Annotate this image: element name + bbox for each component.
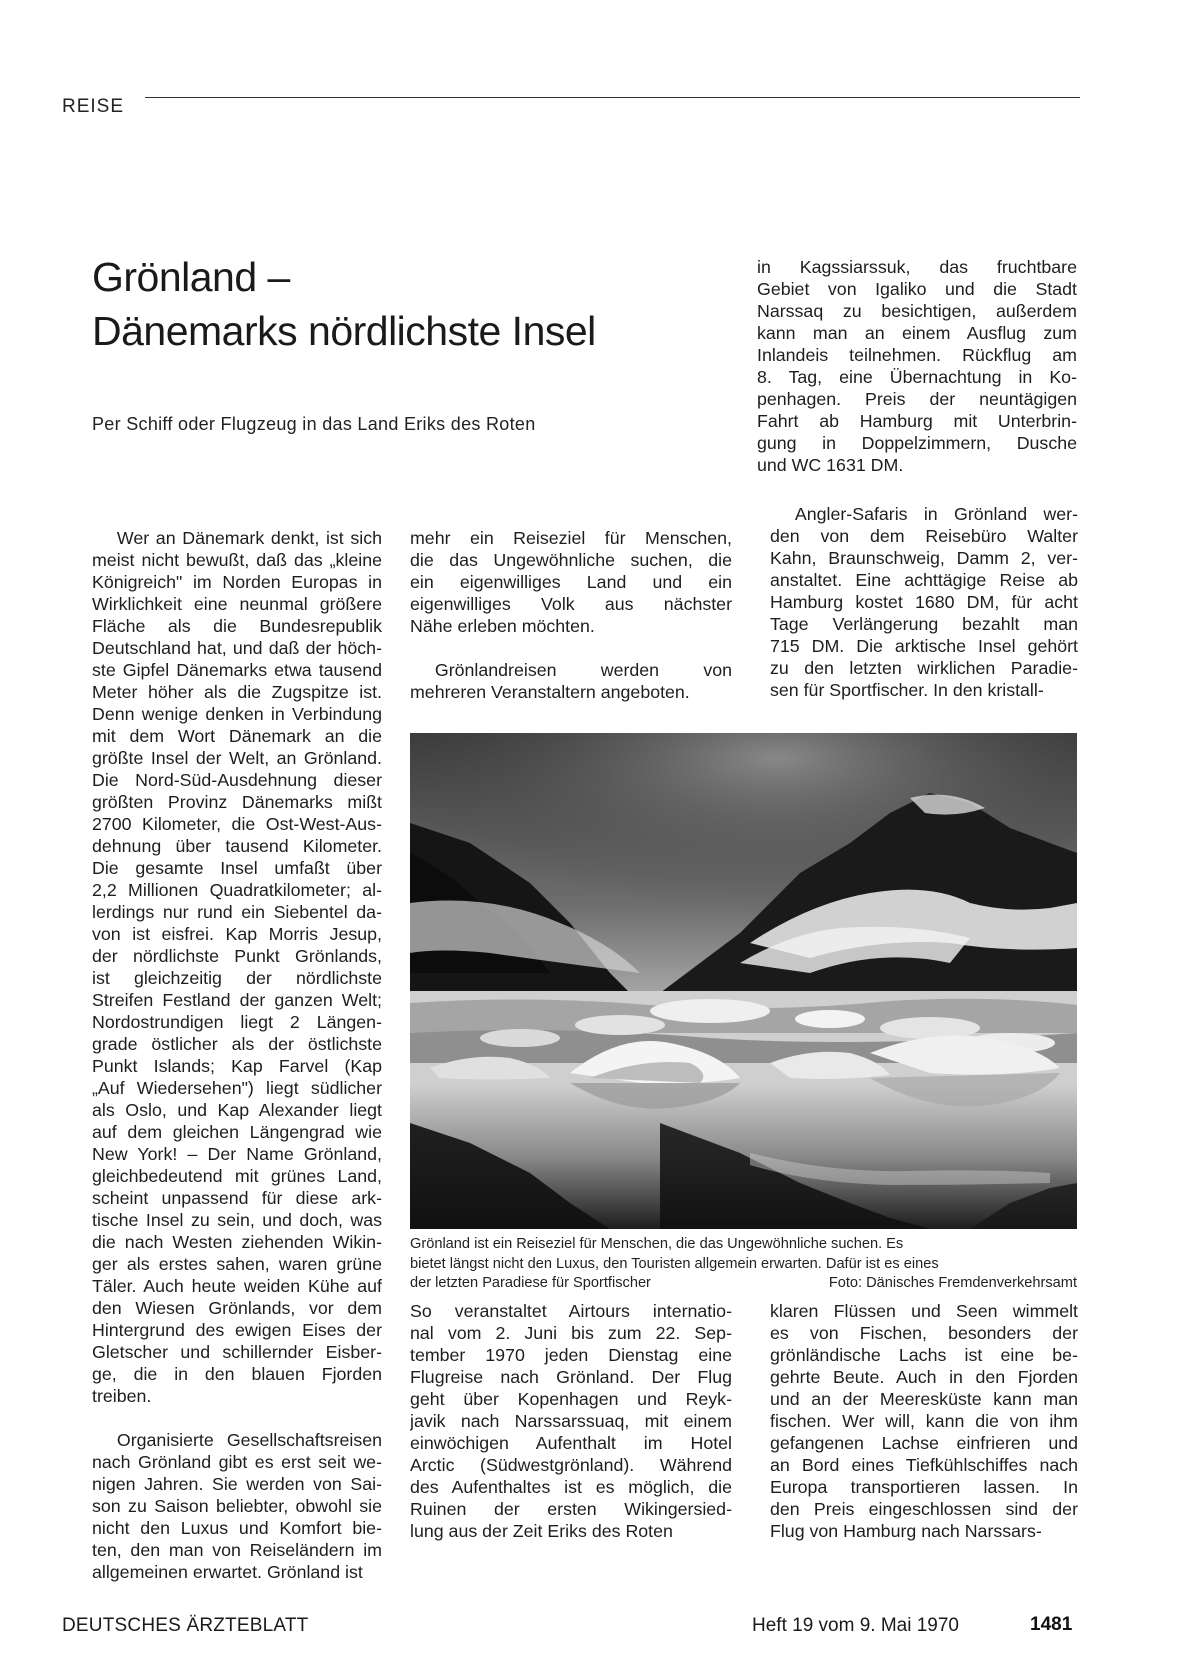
text-line: ger als erstes sahen, waren grüne — [92, 1254, 382, 1274]
text-line: in Kagssiarssuk, das fruchtbare — [757, 257, 1077, 277]
fjord-photo — [410, 733, 1077, 1229]
text-line: den Wiesen Grönlands, vor dem — [92, 1298, 382, 1318]
text-line: allgemeinen erwartet. Grönland ist — [92, 1562, 363, 1582]
caption-line-1: Grönland ist ein Reiseziel für Menschen, die das Ungewöhnliche suchen. Es — [410, 1236, 904, 1252]
text-line: grade östlicher als der östlichste — [92, 1034, 382, 1054]
text-line: des Aufenthaltes ist es möglich, die — [410, 1477, 732, 1497]
text-line: Ruinen der ersten Wikingersied- — [410, 1499, 732, 1519]
text-line: kann man an einem Ausflug zum — [757, 323, 1077, 343]
text-line: Hintergrund des ewigen Eises der — [92, 1320, 382, 1340]
text-line: Fläche als die Bundesrepublik — [92, 616, 382, 636]
text-line: von ist eisfrei. Kap Morris Jesup, — [92, 924, 382, 944]
text-line: New York! – Der Name Grönland, — [92, 1144, 382, 1164]
text-line: 2,2 Millionen Quadratkilometer; al- — [92, 880, 382, 900]
text-line: anstaltet. Eine achttägige Reise ab — [770, 570, 1078, 590]
text-line: meist nicht bewußt, daß das „kleine — [92, 550, 382, 570]
column-right-top — [757, 256, 1077, 476]
text-line: lerdings nur rund ein Siebentel da- — [92, 902, 382, 922]
text-line: Wer an Dänemark denkt, ist sich — [116, 528, 382, 548]
text-line: nicht den Luxus und Komfort bie- — [92, 1518, 382, 1538]
text-line: die nach Westen ziehenden Wikin- — [92, 1232, 382, 1252]
caption-line-2: bietet längst nicht den Luxus, den Touristen allgemein erwarten. Dafür ist es eines — [410, 1255, 939, 1272]
text-line: grönländische Lachs ist eine be- — [770, 1345, 1078, 1365]
text-line: nach Grönland gibt es erst seit we- — [92, 1452, 382, 1472]
text-line: einwöchigen Aufenthalt im Hotel — [410, 1433, 732, 1453]
text-line: nigen Jahren. Sie werden von Sai- — [92, 1474, 382, 1494]
text-line: Täler. Auch heute weiden Kühe auf — [92, 1276, 382, 1296]
text-line: Königreich" im Norden Europas in — [92, 572, 382, 592]
text-line: Hamburg kostet 1680 DM, für acht — [770, 592, 1078, 612]
text-line: Punkt Islands; Kap Farvel (Kap — [92, 1056, 382, 1076]
text-line: mehreren Veranstaltern angeboten. — [410, 682, 690, 702]
text-line: ten, den man von Reiseländern im — [92, 1540, 382, 1560]
text-line: und an der Meeresküste kann man — [770, 1389, 1078, 1409]
text-line: gehrte Beute. Auch in den Fjorden — [770, 1367, 1078, 1387]
text-line: Organisierte Gesellschaftsreisen — [116, 1430, 382, 1450]
paragraph-gap — [410, 637, 732, 659]
text-line: gefangenen Lachse einfrieren und — [770, 1433, 1078, 1453]
text-line: penhagen. Preis der neuntägigen — [757, 389, 1077, 409]
text-line: son zu Saison beliebter, obwohl sie — [92, 1496, 382, 1516]
text-line: Gebiet von Igaliko und die Stadt — [757, 279, 1077, 299]
text-line: auf dem gleichen Längengrad wie — [92, 1122, 382, 1142]
text-line: Angler-Safaris in Grönland wer- — [794, 504, 1078, 524]
text-line: scheint unpassend für diese ark- — [92, 1188, 382, 1208]
text-line: als Oslo, und Kap Alexander liegt — [92, 1100, 382, 1120]
column-3-bottom — [770, 1300, 1078, 1542]
text-line: Meter höher als die Zugspitze ist. — [92, 682, 382, 702]
text-line: Gletscher und schillernder Eisber- — [92, 1342, 382, 1362]
text-line: treiben. — [92, 1386, 152, 1406]
text-line: Europa transportieren lassen. In — [770, 1477, 1078, 1497]
text-line: zu den letzten wirklichen Paradie- — [770, 658, 1078, 678]
text-line: Nordostrundigen liegt 2 Längen- — [92, 1012, 382, 1032]
text-line: „Auf Wiedersehen") liegt südlicher — [92, 1078, 382, 1098]
text-line: ein eigenwilliges Land und ein — [410, 572, 732, 592]
text-line: sen für Sportfischer. In den kristall- — [770, 680, 1044, 700]
text-line: lung aus der Zeit Eriks des Roten — [410, 1521, 673, 1541]
text-line: gleichbedeutend mit grünes Land, — [92, 1166, 382, 1186]
text-line: den Preis eingeschlossen sind der — [770, 1499, 1078, 1519]
text-line: 8. Tag, eine Übernachtung in Ko- — [757, 367, 1077, 387]
article-headline — [92, 250, 692, 358]
text-line: größten Provinz Dänemarks mißt — [92, 792, 382, 812]
text-line: Die gesamte Insel umfaßt über — [92, 858, 382, 878]
text-line: tische Insel zu sein, und doch, was — [92, 1210, 382, 1230]
text-line: ge, die in den blauen Fjorden — [92, 1364, 382, 1384]
text-line: javik nach Narssarssuaq, mit einem — [410, 1411, 732, 1431]
text-line: Wirklichkeit eine neunmal größere — [92, 594, 382, 614]
section-label: REISE — [62, 96, 125, 117]
text-line: Fahrt ab Hamburg mit Unterbrin- — [757, 411, 1077, 431]
header-rule — [145, 97, 1080, 98]
text-line: 2700 Kilometer, die Ost-West-Aus- — [92, 814, 382, 834]
text-line: Flug von Hamburg nach Narssars- — [770, 1521, 1042, 1541]
fjord-photo-image — [410, 733, 1077, 1229]
text-line: dehnung über tausend Kilometer. — [92, 836, 382, 856]
text-line: Streifen Festland der ganzen Welt; — [92, 990, 382, 1010]
text-line: geht über Kopenhagen und Reyk- — [410, 1389, 732, 1409]
column-2 — [410, 527, 732, 703]
text-line: Inlandeis teilnehmen. Rückflug am — [757, 345, 1077, 365]
text-line: Grönlandreisen werden von — [434, 660, 732, 680]
text-line: Arctic (Südwestgrönland). Während — [410, 1455, 732, 1475]
text-line: gung in Doppelzimmern, Dusche — [757, 433, 1077, 453]
text-line: Nähe erleben möchten. — [410, 616, 595, 636]
page-number: 1481 — [1030, 1614, 1073, 1635]
text-line: der nördlichste Punkt Grönlands, — [92, 946, 382, 966]
photo-credit: Foto: Dänisches Fremdenverkehrsamt — [828, 1275, 1077, 1291]
text-line: die das Ungewöhnliche suchen, die — [410, 550, 732, 570]
caption-line-3: der letzten Paradiese für Sportfischer — [410, 1275, 651, 1291]
text-line: Denn wenige denken in Verbindung — [92, 704, 382, 724]
text-line: So veranstaltet Airtours internatio- — [410, 1301, 732, 1321]
text-line: ste Gipfel Dänemarks etwa tausend — [92, 660, 382, 680]
text-line: klaren Flüssen und Seen wimmelt — [770, 1301, 1078, 1321]
text-line: mit dem Wort Dänemark an die — [92, 726, 382, 746]
text-line: an Bord eines Tiefkühlschiffes nach — [770, 1455, 1078, 1475]
paragraph-gap — [92, 1407, 382, 1429]
text-line: Flugreise nach Grönland. Der Flug — [410, 1367, 732, 1387]
column-2-bottom — [410, 1300, 732, 1542]
column-1 — [92, 527, 382, 1583]
text-line: Die Nord-Süd-Ausdehnung dieser — [92, 770, 382, 790]
footer-publication: DEUTSCHES ÄRZTEBLATT — [62, 1615, 309, 1636]
text-line: es von Fischen, besonders der — [770, 1323, 1078, 1343]
text-line: den von dem Reisebüro Walter — [770, 526, 1078, 546]
photo-caption — [410, 1235, 1077, 1294]
text-line: Deutschland hat, und daß der höch- — [92, 638, 382, 658]
headline-line-2: Dänemarks nördlichste Insel — [92, 308, 596, 354]
text-line: fischen. Wer will, kann die von ihm — [770, 1411, 1078, 1431]
text-line: mehr ein Reiseziel für Menschen, — [410, 528, 732, 548]
footer-issue: Heft 19 vom 9. Mai 1970 — [752, 1615, 959, 1636]
article-subtitle: Per Schiff oder Flugzeug in das Land Eriks des Roten — [92, 414, 536, 434]
text-line: 715 DM. Die arktische Insel gehört — [770, 636, 1078, 656]
text-line: tember 1970 jeden Dienstag eine — [410, 1345, 732, 1365]
text-line: ist gleichzeitig der nördlichste — [92, 968, 382, 988]
text-line: Narssaq zu besichtigen, außerdem — [757, 301, 1077, 321]
column-3 — [770, 503, 1078, 701]
caption-line-3-row — [410, 1274, 1077, 1294]
text-line: und WC 1631 DM. — [757, 455, 904, 475]
text-line: nal vom 2. Juni bis zum 22. Sep- — [410, 1323, 732, 1343]
text-line: Tage Verlängerung bezahlt man — [770, 614, 1078, 634]
text-line: Kahn, Braunschweig, Damm 2, ver- — [770, 548, 1078, 568]
text-line: größte Insel der Welt, an Grönland. — [92, 748, 382, 768]
headline-line-1: Grönland – — [92, 254, 290, 300]
text-line: eigenwilliges Volk aus nächster — [410, 594, 732, 614]
